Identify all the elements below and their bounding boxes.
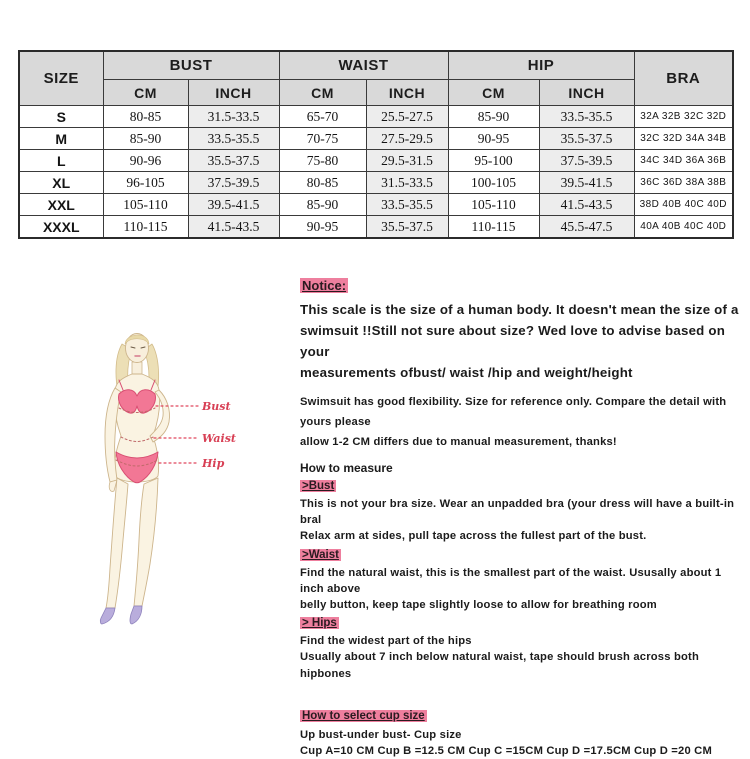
header-hip: HIP xyxy=(448,51,634,80)
section-heading xyxy=(300,616,748,631)
cell-waist-cm: 85-90 xyxy=(279,194,366,216)
cell-bust-inch: 33.5-35.5 xyxy=(188,128,279,150)
cup-size-lines xyxy=(300,727,748,759)
text-line: Cup A=10 CM Cup B =12.5 CM Cup C =15CM Cup D =17.5CM Cup D =20 CM xyxy=(300,745,712,758)
cell-size: S xyxy=(19,106,103,128)
cell-hip-cm: 95-100 xyxy=(448,150,539,172)
section-heading xyxy=(300,479,748,494)
cell-size: M xyxy=(19,128,103,150)
cell-bust-cm: 96-105 xyxy=(103,172,188,194)
table-row xyxy=(19,194,733,216)
measure-section xyxy=(300,479,748,545)
measurement-figure xyxy=(70,318,290,640)
how-to-measure-heading: How to measure xyxy=(300,461,393,475)
cell-hip-inch: 41.5-43.5 xyxy=(539,194,634,216)
text-line: This is not your bra size. Wear an unpadded bra (your dress will have a built-in bral xyxy=(300,498,735,527)
measure-sections xyxy=(300,479,748,682)
cell-hip-cm: 105-110 xyxy=(448,194,539,216)
cell-waist-inch: 35.5-37.5 xyxy=(366,216,448,239)
text-line: Swimsuit has good flexibility. Size for reference only. Compare the detail with yours please xyxy=(300,396,727,428)
size-chart-table xyxy=(18,50,734,239)
notice-heading-text: Notice: xyxy=(302,278,347,293)
header-waist-cm: CM xyxy=(279,80,366,106)
heel-left xyxy=(100,608,115,624)
cell-waist-inch: 31.5-33.5 xyxy=(366,172,448,194)
cell-waist-inch: 25.5-27.5 xyxy=(366,106,448,128)
cell-bra: 34C 34D 36A 36B xyxy=(634,150,733,172)
cell-bust-inch: 31.5-33.5 xyxy=(188,106,279,128)
cell-bust-cm: 85-90 xyxy=(103,128,188,150)
cell-hip-cm: 110-115 xyxy=(448,216,539,239)
cell-hip-inch: 35.5-37.5 xyxy=(539,128,634,150)
cup-size-section xyxy=(300,709,748,759)
cell-bust-inch: 37.5-39.5 xyxy=(188,172,279,194)
text-line: Usually about 7 inch below natural waist, tape should brush across both hipbones xyxy=(300,651,699,680)
header-bust-inch: INCH xyxy=(188,80,279,106)
text-line: measurements ofbust/ waist /hip and weight/height xyxy=(300,365,633,380)
cell-bra: 32C 32D 34A 34B xyxy=(634,128,733,150)
cell-bust-inch: 39.5-41.5 xyxy=(188,194,279,216)
section-heading-text: > Hips xyxy=(302,617,337,630)
cell-size: XXL xyxy=(19,194,103,216)
cell-bra: 36C 36D 38A 38B xyxy=(634,172,733,194)
text-line: Find the natural waist, this is the smallest part of the waist. Ususally about 1 inch above xyxy=(300,566,722,595)
cell-size: L xyxy=(19,150,103,172)
cell-hip-inch: 39.5-41.5 xyxy=(539,172,634,194)
text-line: Find the widest part of the hips xyxy=(300,635,472,648)
header-bust-cm: CM xyxy=(103,80,188,106)
header-bra: BRA xyxy=(634,51,733,106)
cup-size-heading xyxy=(300,709,748,724)
cell-bust-inch: 41.5-43.5 xyxy=(188,216,279,239)
header-size: SIZE xyxy=(19,51,103,106)
text-line: belly button, keep tape slightly loose to allow for breathing room xyxy=(300,599,657,612)
cell-bust-cm: 105-110 xyxy=(103,194,188,216)
text-line: Up bust-under bust- Cup size xyxy=(300,728,462,741)
measure-section xyxy=(300,616,748,682)
text-line: swimsuit !!Still not sure about size? Wed love to advise based on your xyxy=(300,323,726,359)
measure-section xyxy=(300,548,748,614)
header-waist-inch: INCH xyxy=(366,80,448,106)
cell-size: XXXL xyxy=(19,216,103,239)
cell-bust-inch: 35.5-37.5 xyxy=(188,150,279,172)
cell-bust-cm: 80-85 xyxy=(103,106,188,128)
notice-intro xyxy=(300,299,748,383)
cell-waist-cm: 75-80 xyxy=(279,150,366,172)
cup-size-heading-text: How to select cup size xyxy=(302,709,425,722)
cell-waist-cm: 80-85 xyxy=(279,172,366,194)
header-waist: WAIST xyxy=(279,51,448,80)
cell-waist-cm: 70-75 xyxy=(279,128,366,150)
cell-bust-cm: 90-96 xyxy=(103,150,188,172)
size-table-body xyxy=(19,106,733,239)
cell-waist-inch: 29.5-31.5 xyxy=(366,150,448,172)
cell-bra: 38D 40B 40C 40D xyxy=(634,194,733,216)
notice-column xyxy=(300,278,748,759)
cell-waist-cm: 65-70 xyxy=(279,106,366,128)
body-sketch-illustration xyxy=(70,318,290,640)
cell-waist-inch: 27.5-29.5 xyxy=(366,128,448,150)
cell-hip-cm: 90-95 xyxy=(448,128,539,150)
section-heading-text: >Bust xyxy=(302,480,335,492)
cell-bra: 32A 32B 32C 32D xyxy=(634,106,733,128)
waist-label: Waist xyxy=(202,432,236,445)
bust-label: Bust xyxy=(202,400,231,413)
hip-label: Hip xyxy=(202,457,225,470)
cell-bra: 40A 40B 40C 40D xyxy=(634,216,733,239)
table-row xyxy=(19,106,733,128)
table-row xyxy=(19,128,733,150)
text-line: Relax arm at sides, pull tape across the fullest part of the bust. xyxy=(300,530,647,543)
header-hip-cm: CM xyxy=(448,80,539,106)
table-row xyxy=(19,150,733,172)
section-heading-text: >Waist xyxy=(302,548,339,561)
table-row xyxy=(19,172,733,194)
cell-bust-cm: 110-115 xyxy=(103,216,188,239)
heel-right xyxy=(130,606,142,624)
cell-hip-inch: 37.5-39.5 xyxy=(539,150,634,172)
header-bust: BUST xyxy=(103,51,279,80)
cell-hip-inch: 33.5-35.5 xyxy=(539,106,634,128)
cell-hip-inch: 45.5-47.5 xyxy=(539,216,634,239)
header-hip-inch: INCH xyxy=(539,80,634,106)
text-line: allow 1-2 CM differs due to manual measurement, thanks! xyxy=(300,436,617,448)
notice-heading xyxy=(300,278,748,294)
section-heading xyxy=(300,548,748,563)
cell-hip-cm: 100-105 xyxy=(448,172,539,194)
cell-size: XL xyxy=(19,172,103,194)
table-row xyxy=(19,216,733,239)
cell-waist-cm: 90-95 xyxy=(279,216,366,239)
cell-hip-cm: 85-90 xyxy=(448,106,539,128)
cell-waist-inch: 33.5-35.5 xyxy=(366,194,448,216)
text-line: This scale is the size of a human body. It doesn't mean the size of a xyxy=(300,302,739,317)
flexibility-note xyxy=(300,392,748,452)
